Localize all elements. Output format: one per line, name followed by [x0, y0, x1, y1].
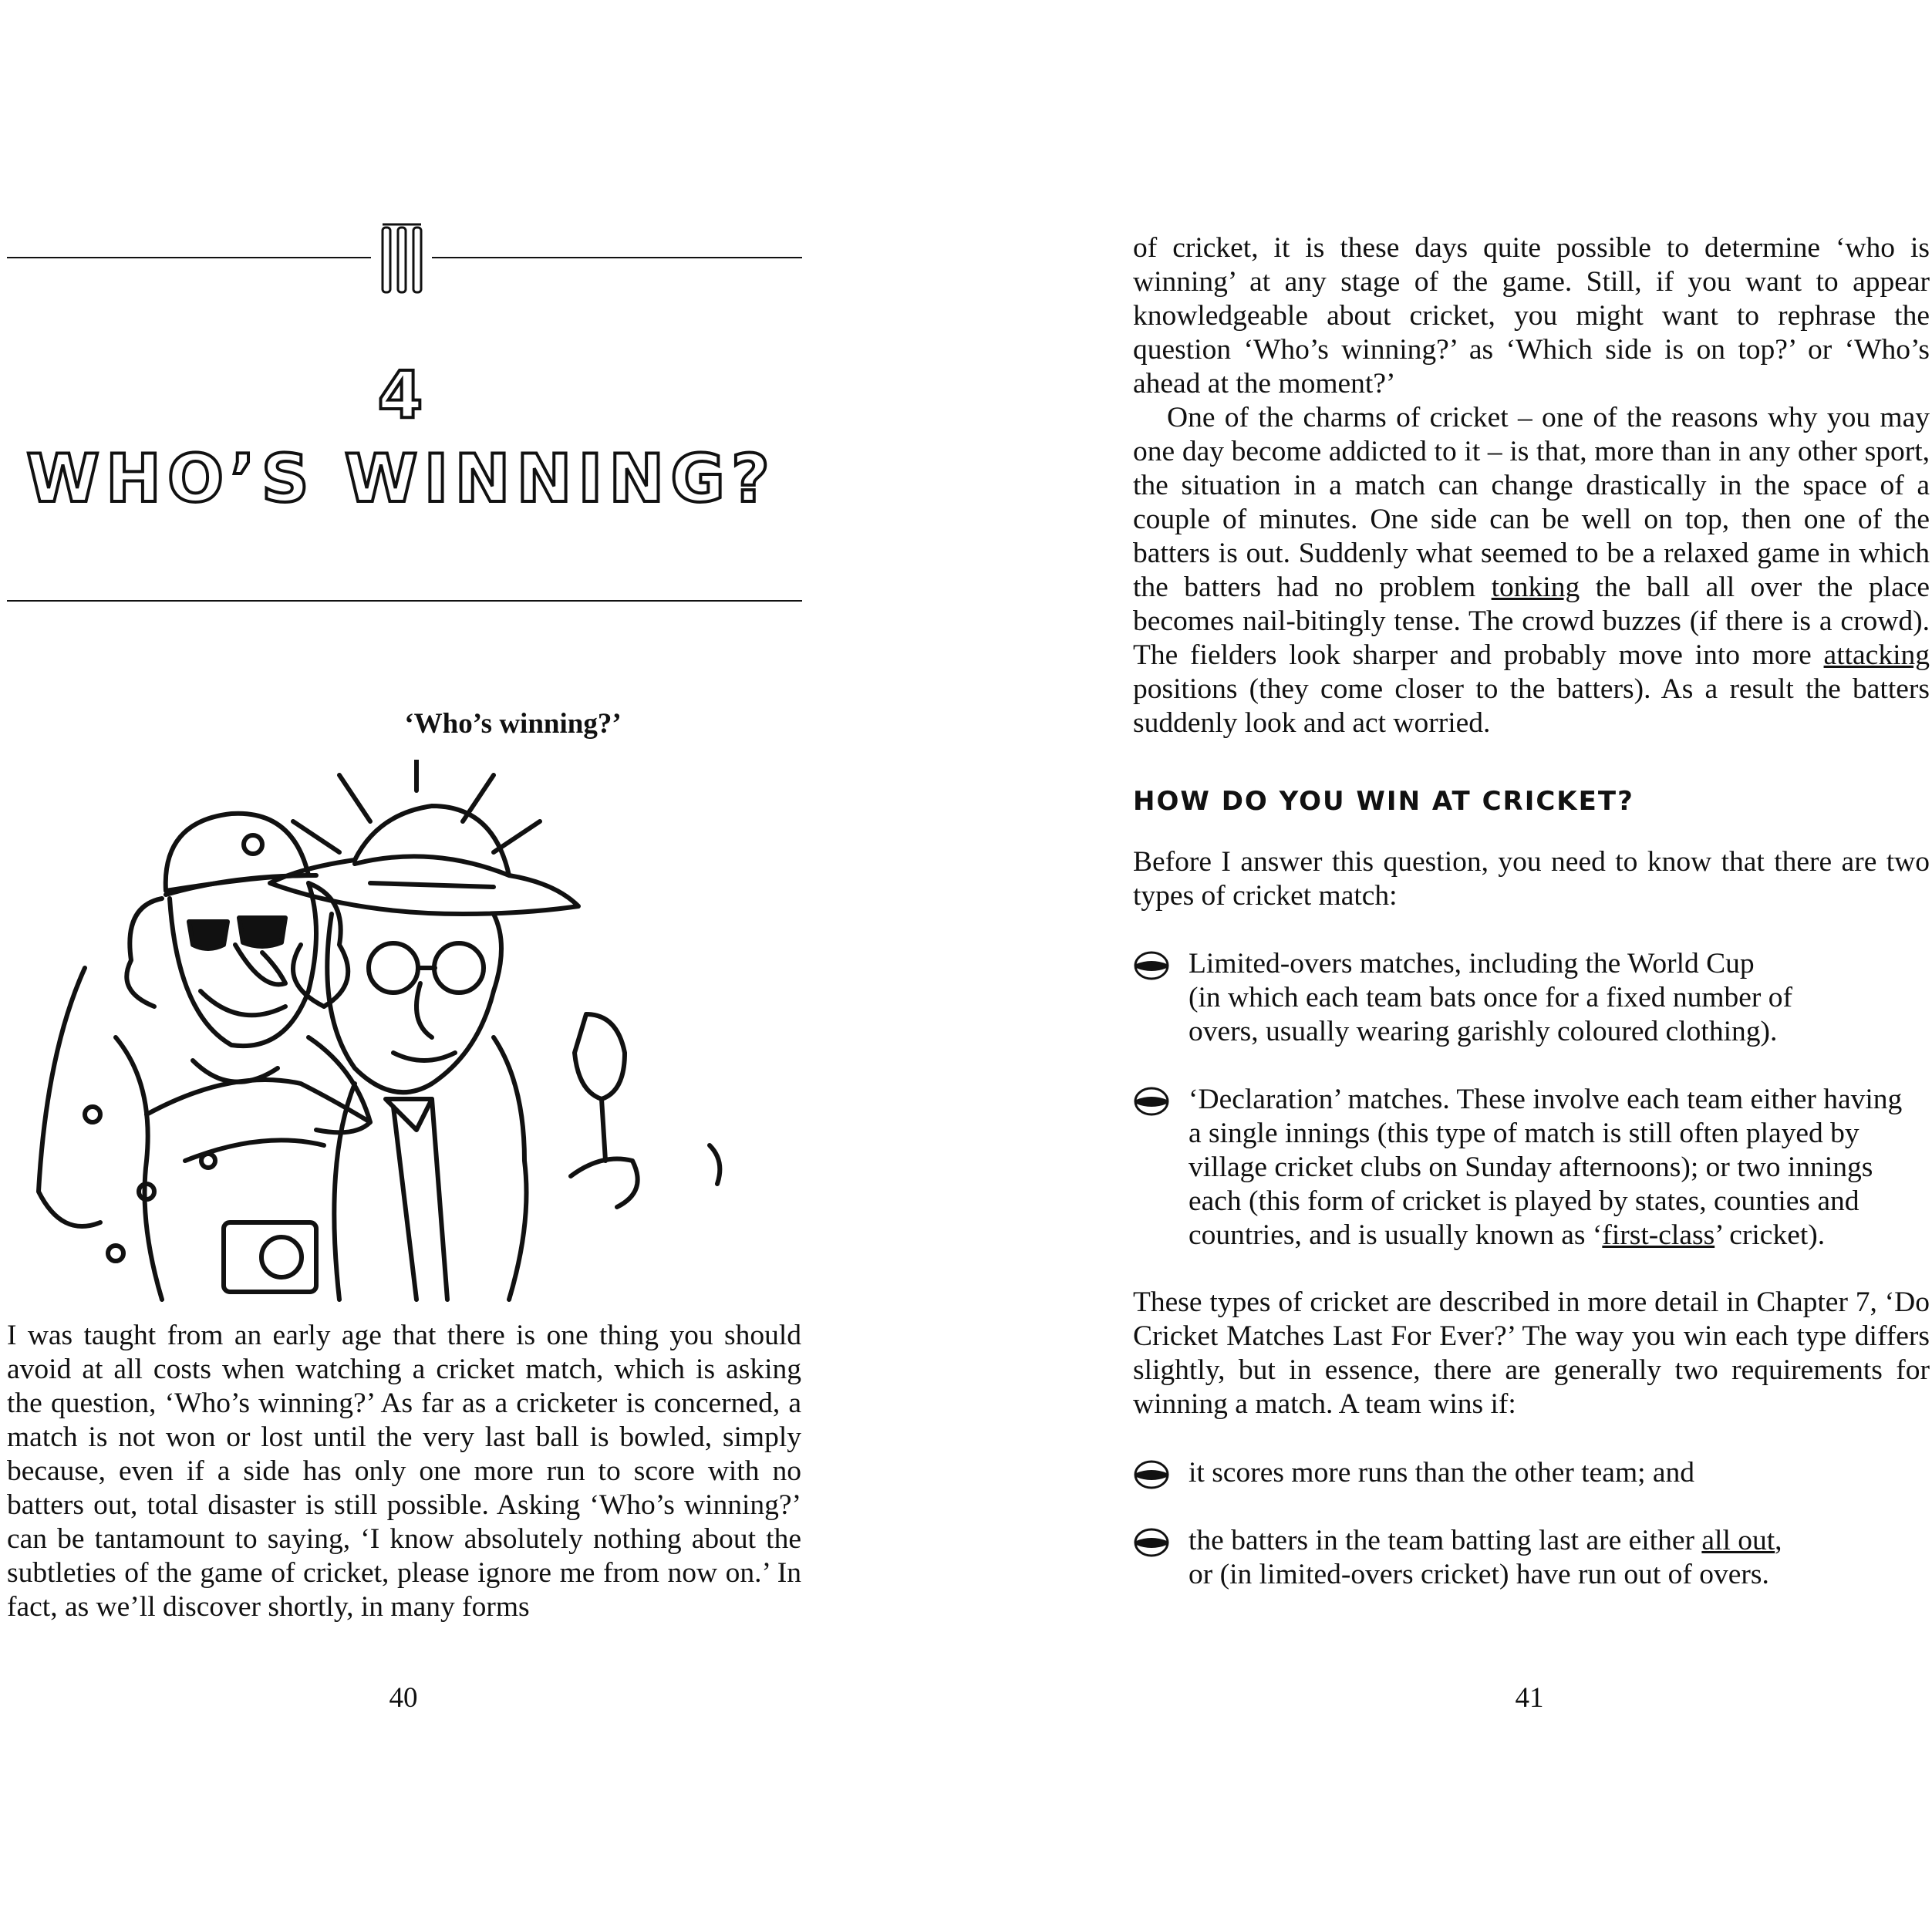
- chapter-title: WHO’S WINNING?: [26, 440, 776, 518]
- header-rule-left: [7, 257, 371, 258]
- intro-paragraph: Before I answer this question, you need to know that there are two types of cricket match:: [1133, 846, 1930, 912]
- continued-paragraph: of cricket, it is these days quite possible to determine ‘who is winning’ at any stage of the game. Still, if you want to appear knowledgeable about cricket, you might want to rephrase the question ‘Who’s winning?’ as ‘Which side is on top?’ or ‘Who’s ahead at the moment?’: [1133, 232, 1930, 400]
- chapter-number: 4: [377, 357, 425, 433]
- chapter-divider: [7, 600, 802, 602]
- illustration-caption: ‘Who’s winning?’: [404, 708, 622, 740]
- glossary-term-attacking: attacking: [1823, 639, 1930, 671]
- body-paragraph: I was taught from an early age that there is one thing you should avoid at all costs when watching a cricket match, which is asking the question, ‘Who’s winning?’ As far as a cricketer is concerned, a match is not won or lost until the very last ball is bowled, simply because, even if a side has only one more run to score with no batters out, total disaster is still possible. Asking ‘Who’s winning?’ can be tantamount to saying, ‘I know absolutely nothing about the subtleties of the game of cricket, please ignore me from now on.’ In fact, as we’ll discover shortly, in many forms: [7, 1320, 801, 1623]
- cartoon-two-cricket-spectators: [31, 760, 794, 1303]
- header-rule-right: [432, 257, 802, 258]
- glossary-term-tonking: tonking: [1491, 572, 1580, 603]
- cricket-ball-icon: [1133, 1459, 1170, 1490]
- page-number: 41: [1515, 1682, 1544, 1714]
- charms-paragraph: One of the charms of cricket – one of the reasons why you may one day become addicted to it – is that, more than in any other sport, the situation in a match can change drastically in the space of a couple of minutes. One side can be well on top, then one of the batters is out. Suddenly what seemed to be a relaxed game in which the batters had no problem tonking the ball all over the place becomes nail-bitingly tense. The crowd buzzes (if there is a crowd). The fielders look sharper and probably move into more attacking positions (they come closer to the batters). As a result the batters suddenly look and act worried.: [1133, 402, 1930, 739]
- cricket-ball-icon: [1133, 1086, 1170, 1117]
- glossary-term-first-class: first-class: [1602, 1219, 1715, 1251]
- cricket-ball-icon: [1133, 950, 1170, 981]
- page-number: 40: [389, 1682, 418, 1714]
- cricket-ball-icon: [1133, 1527, 1170, 1558]
- cricket-stumps-icon: [378, 220, 426, 295]
- glossary-term-all-out: all out: [1701, 1525, 1775, 1556]
- section-heading: HOW DO YOU WIN AT CRICKET?: [1133, 786, 1634, 817]
- right-page: of cricket, it is these days quite possible to determine ‘who is winning’ at any stage of the game. Still, if you want to appear knowledgeable about cricket, you might want to rephrase the question ‘Who’s winning?’ as ‘Which side is on top?’ or ‘Who’s ahead at the moment?’ One of the charms of cricket – one of the reasons why you may one day become addicted to it – is that, more than in any other sport, the situation in a match can change drastically in the space of a couple of minutes. One side can be well on top, then one of the batters is out. Suddenly what seemed to be a relaxed game in which the batters had no problem tonking the ball all over the place becomes nail-bitingly tense. The crowd buzzes (if there is a crowd). The fielders look sharper and probably move into more attacking positions (they come closer to the batters). As a result the batters suddenly look and act worried. HOW DO YOU WIN AT CRICKET? Before I answer this question, you need to know that there are two types of cricket match: Limited-overs matches, including the World Cup (in which each team bats once for a fixed number of overs, usually wearing garishly coloured clothing). ‘Declaration’ matches. These involve each team either having a single innings (this type of match is still often played by village cricket clubs on Sunday afternoons); or two innings each (this form of cricket is played by states, counties and countries, and is usually known as ‘first-class’ cricket). These types of cricket are described in more detail in Chapter 7, ‘Do Cricket Matches Last For Ever?’ The way you win each type differs slightly, but in essence, there are generally two requirements for winning a match. A team wins if: it scores more runs than the other team; and the batters in the team batting last are either all out, or (in limited-overs cricket) have run out of overs. 41: [1133, 232, 1930, 1714]
- requirements-paragraph: These types of cricket are described in more detail in Chapter 7, ‘Do Cricket Matches Last For Ever?’ The way you win each type differs slightly, but in essence, there are generally two requirements for winning a match. A team wins if:: [1133, 1286, 1930, 1420]
